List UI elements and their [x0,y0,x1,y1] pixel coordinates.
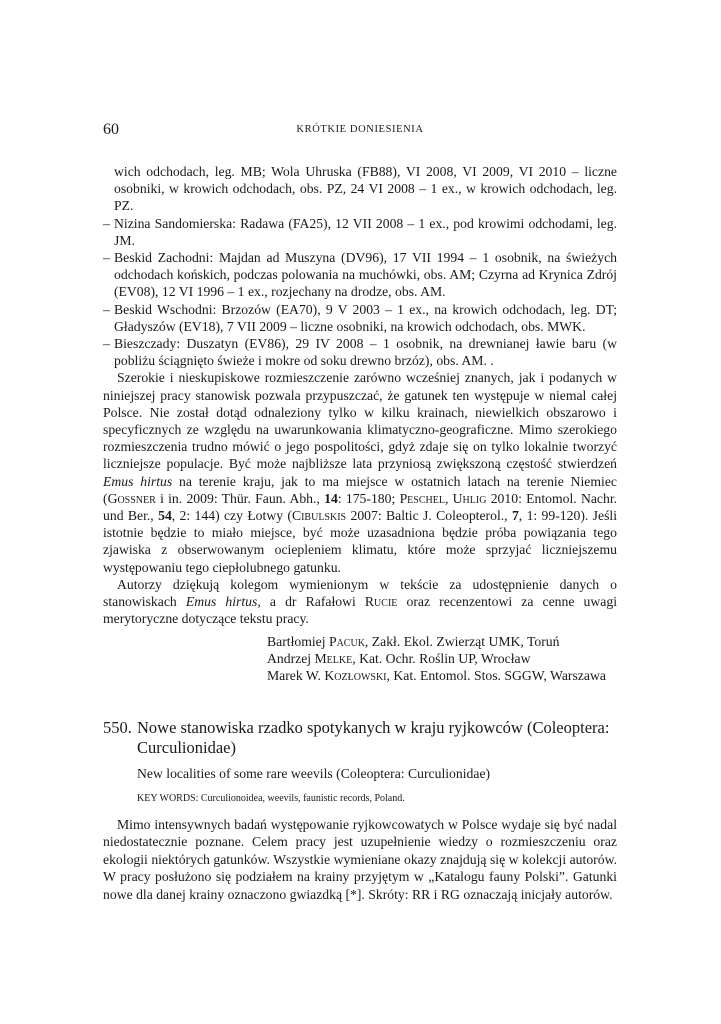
acknowledgements-paragraph: Autorzy dziękują kolegom wymienionym w tekście za udostępnienie danych o stanowiskach Emus hirtus, a dr Rafałowi Rucie oraz recenzentowi za cenne uwagi merytoryczne dotyczące tekstu pracy. [103,576,618,627]
article-550 [103,718,617,917]
author-surname: Pacuk [328,634,365,650]
author-name: Peschel [399,490,445,506]
dash-marker: – [103,301,110,317]
author-affiliation: , Kat. Entomol. Stos. SGGW, Warszawa [386,668,606,684]
signature-line [267,667,617,684]
record-item [103,335,617,369]
species-name: Emus hirtus [185,594,258,610]
species-name: Emus hirtus [103,473,173,489]
dash-marker: – [103,336,110,352]
record-item [103,215,617,249]
author-affiliation: , Zakł. Ekol. Zwierząt UMK, Toruń [364,634,560,650]
author-name: Uhlig [452,490,487,506]
signature-line [267,633,617,650]
article-title-text: Nowe stanowiska rzadko spotykanych w kraju ryjkowców (Coleoptera: Curculionidae) [137,718,610,757]
record-item [103,301,617,335]
english-title: New localities of some rare weevils (Coleoptera: Curculionidae) [137,766,491,781]
key-words: KEY WORDS: Curculionoidea, weevils, faunistic records, Poland. [137,793,405,804]
record-text: Beskid Zachodni: Majdan ad Muszyna (DV96), 17 VII 1994 – 1 osobnik, na świeżych odchodach końskich, podczas polowania na muchówki, obs. AM; Czyrna ad Krynica Zdrój (EV08), 12 VI 1996 – 1 ex., rozjechany na drodze, obs. AM. [114,250,617,300]
record-text: Bieszczady: Duszatyn (EV86), 29 IV 2008 – 1 osobnik, na drewnianej ławie baru (w pobliżu ściągnięto świeże i mokre od soku drewno brzóz), obs. AM. . [114,336,617,369]
volume-number: 54 [158,508,172,524]
record-text: Nizina Sandomierska: Radawa (FA25), 12 VII 2008 – 1 ex., pod krowimi odchodami, leg. JM. [114,215,617,248]
author-name: Cibulskis [291,508,347,524]
author-surname: Melke [314,651,353,667]
record-text: Beskid Wschodni: Brzozów (EA70), 9 V 2003 – 1 ex., na krowich odchodach, leg. DT; Gładyszów (EV18), 7 VII 2009 – liczne osobniki, na krowich odchodach, obs. MWK. [114,301,617,334]
dash-marker: – [103,215,110,231]
article-title [103,718,617,758]
page-header [103,121,617,141]
article-number: 550. [103,718,132,737]
intro-paragraph: Mimo intensywnych badań występowanie ryjkowcowatych w Polsce wydaje się być nadal niedostatecznie poznane. Celem pracy jest uzupełnienie wiedzy o rozmieszczeniu oraz ekologii niektórych gatunków. Wszystkie wymieniane okazy znajdują się w kolekcji autorów. W pracy posłużono się podziałem na krainy przyjętym w „Katalogu fauny Polski”. Gatunki nowe dla danej krainy oznaczono gwiazdką [*]. Skróty: RR i RG oznaczają inicjały autorów. [103,817,617,902]
running-title: KRÓTKIE DONIESIENIA [296,124,424,135]
author-affiliation: , Kat. Ochr. Roślin UP, Wrocław [352,651,531,667]
volume-number: 14 [324,490,338,506]
author-signatures [103,633,617,684]
page-number: 60 [103,121,119,138]
article-body [103,163,617,684]
author-first-name: Marek W. [267,668,321,684]
signature-line [267,650,617,667]
author-first-name: Bartłomiej [267,634,326,650]
volume-number: 7 [511,508,519,524]
record-list [103,215,617,370]
record-continuation: wich odchodach, leg. MB; Wola Uhruska (FB88), VI 2008, VI 2009, VI 2010 – liczne osobniki, w krowich odchodach, obs. PZ, 24 VI 2008 – 1 ex., w krowich odchodach, leg. PZ. [114,164,617,214]
author-first-name: Andrzej [267,651,312,667]
author-name: Gossner [107,490,156,506]
record-item [103,249,617,301]
discussion-paragraph: Szerokie i nieskupiskowe rozmieszczenie zarówno wcześniej znanych, jak i podanych w niniejszej pracy stanowisk pozwala przypuszczać, że gatunek ten występuje w niemal całej Polsce. Nie został dotąd odnaleziony tylko w kilku krainach, niewielkich obszarowo i specyficznych ze względu na uwarunkowania klimatyczno-geograficzne. Mimo szerokiego rozmieszczenia trudno mówić o jego pospolitości, gdyż zdaje się on tylko lokalnie tworzyć liczniejsze populacje. Być może najbliższe lata przyniosą zwiększoną częstość stwierdzeń Emus hirtus na terenie kraju, jak to ma miejsce w ostatnich latach na terenie Niemiec (Gossner i in. 2009: Thür. Faun. Abh., 14: 175-180; Peschel, Uhlig 2010: Entomol. Nachr. und Ber., 54, 2: 144) czy Łotwy (Cibulskis 2007: Baltic J. Coleopterol., 7, 1: 99-120). Jeśli istotnie będzie to miało miejsce, być może uzasadniona będzie próba powiązania tego zjawiska z obserwowanym ociepleniem klimatu, które może sprzyjać liczniejszemu występowaniu tego ciepłolubnego gatunku. [103,370,618,575]
dash-marker: – [103,250,110,266]
author-surname: Kozłowski [324,668,387,684]
author-name: Rucie [364,594,398,610]
